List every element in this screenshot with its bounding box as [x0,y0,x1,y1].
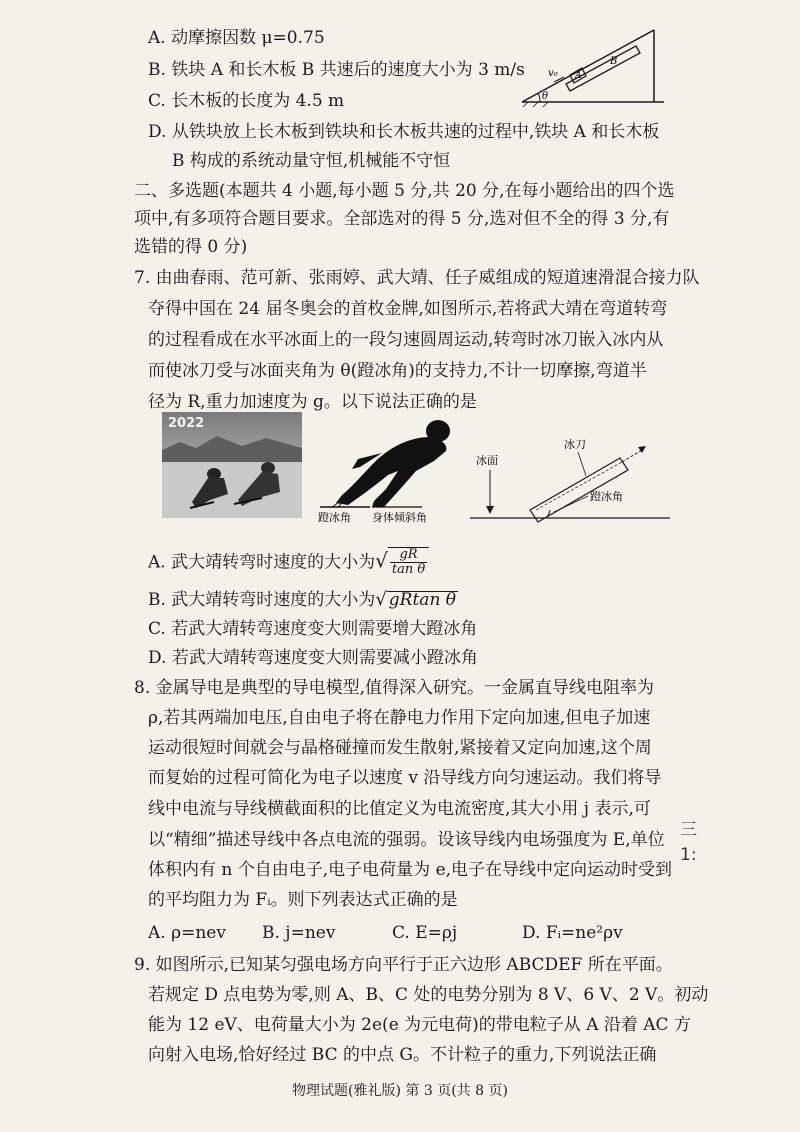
q7-stem-line3: 的过程看成在水平冰面上的一段匀速圆周运动,转弯时冰刀嵌入冰内从 [148,330,664,350]
q7-stem-line4: 而使冰刀受与冰面夹角为 θ(蹬冰角)的支持力,不计一切摩擦,弯道半 [148,361,647,381]
section-heading-line2: 项中,有多项符合题目要求。全部选对的得 5 分,选对但不全的得 3 分,有 [134,209,670,229]
margin-mark-2: 1: [680,845,697,865]
q8-option-b: B. j=nev [262,923,336,943]
photo-year-text: 2022 [168,416,205,431]
skater-drawing [312,415,472,525]
q8-stem-line3: 运动很短时间就会与晶格碰撞而发生散射,紧接着又定向加速,这个周 [148,738,652,758]
incline-figure [518,26,668,108]
block-a-label: A [575,71,582,81]
skating-photo [162,412,302,518]
q6-option-d-line2: B 构成的系统动量守恒,机械能不守恒 [172,151,451,171]
q6-option-b: B. 铁块 A 和长木板 B 共速后的速度大小为 3 m/s [148,60,525,80]
q7-option-b: B. 武大靖转弯时速度的大小为√ gRtan θ [148,589,457,610]
q9-stem-line1: 9. 如图所示,已知某匀强电场方向平行于正六边形 ABCDEF 所在平面。 [134,955,673,975]
q8-stem-line7: 体积内有 n 个自由电子,电子电荷量为 e,电子在导线中定向运动时受到 [148,860,673,880]
q8-stem-line1: 8. 金属导电是典型的导电模型,值得深入研究。一金属直导线电阻率为 [134,678,655,698]
q8-option-c: C. E=ρj [392,923,458,943]
blade-label: 冰刀 [564,438,586,451]
q9-stem-line4: 向射入电场,恰好经过 BC 的中点 G。不计粒子的重力,下列说法正确 [148,1045,657,1065]
deng-bing-jiao-label: 蹬冰角 [318,511,351,524]
q8-stem-line5: 线中电流与导线横截面积的比值定义为电流密度,其大小用 j 表示,可 [148,799,651,819]
q7-stem-line5: 径为 R,重力加速度为 g。以下说法正确的是 [148,392,477,412]
q6-option-d-line1: D. 从铁块放上长木板到铁块和长木板共速的过程中,铁块 A 和长木板 [148,122,660,142]
q9-stem-line3: 能为 12 eV、电荷量大小为 2e(e 为元电荷)的带电粒子从 A 沿着 AC 方 [148,1015,691,1035]
page-footer: 物理试题(雅礼版) 第 3 页(共 8 页) [292,1083,508,1099]
q7-stem-line1: 7. 由曲春雨、范可新、张雨婷、武大靖、任子威组成的短道速滑混合接力队 [134,268,700,288]
q8-stem-line6: 以“精细”描述导线中各点电流的强弱。设该导线内电场强度为 E,单位 [148,830,665,850]
blade-diagram [470,428,680,528]
q7-option-c: C. 若武大靖转弯速度变大则需要增大蹬冰角 [148,619,478,639]
q6-option-a: A. 动摩擦因数 μ=0.75 [148,28,325,48]
board-b-label: B [610,56,618,67]
v0-label: v₀ [548,68,558,79]
q7-option-a: A. 武大靖转弯时速度的大小为√ $\frac{gR}{\text{tan θ}}$ [148,547,429,578]
q8-stem-line2: ρ,若其两端加电压,自由电子将在静电力作用下定向加速,但电子加速 [148,708,651,728]
section-heading-line3: 选错的得 0 分) [134,237,248,257]
q8-option-a: A. ρ=nev [148,923,226,943]
q8-stem-line8: 的平均阻力为 Fᵢ。则下列表达式正确的是 [148,890,458,910]
q9-stem-line2: 若规定 D 点电势为零,则 A、B、C 处的电势分别为 8 V、6 V、2 V。初动 [148,985,709,1005]
q8-stem-line4: 而复始的过程可简化为电子以速度 v 沿导线方向匀速运动。我们将导 [148,768,662,788]
q6-option-c: C. 长木板的长度为 4.5 m [148,91,345,111]
theta-label: θ [542,91,549,102]
section-heading-line1: 二、多选题(本题共 4 小题,每小题 5 分,共 20 分,在每小题给出的四个选 [134,181,675,201]
q7-option-d: D. 若武大靖转弯速度变大则需要减小蹬冰角 [148,648,478,668]
deng-bing-jiao-label-2: 蹬冰角 [590,490,623,503]
body-tilt-label: 身体倾斜角 [372,511,427,524]
margin-mark-1: 三 [680,820,697,840]
q7-stem-line2: 夺得中国在 24 届冬奥会的首枚金牌,如图所示,若将武大靖在弯道转弯 [148,299,668,319]
q8-option-d: D. Fᵢ=ne²ρv [522,923,623,943]
ice-surface-label: 冰面 [476,454,498,467]
